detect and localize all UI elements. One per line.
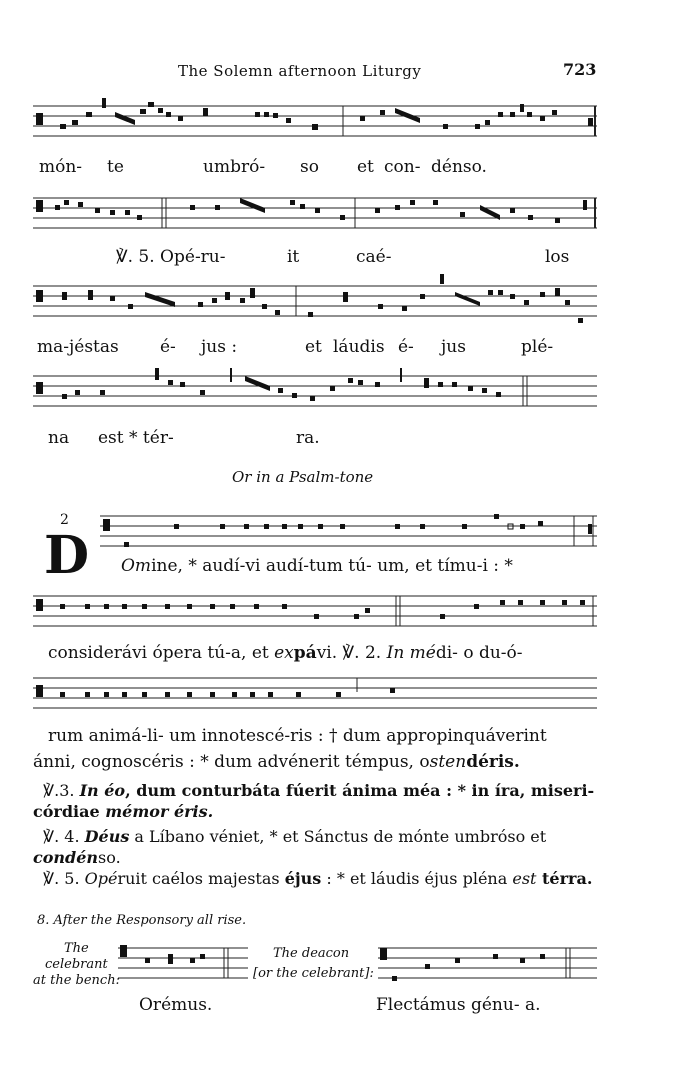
lyric-syllable: te (107, 157, 124, 177)
lyric-syllable: jus (441, 337, 466, 357)
verse-italic: condén (33, 848, 99, 867)
lyric-syllable: jus : (201, 337, 238, 357)
verse-text: : * et láudis éjus pléna (321, 869, 513, 888)
psalm-vi: vi. (316, 643, 338, 663)
deacon-label-1: The deacon (273, 946, 350, 961)
rubric: 8. After the Responsory all rise. (37, 913, 247, 928)
lyric-syllable: caé- (356, 247, 392, 267)
psalm-tone-caption: Or in a Psalm-tone (232, 468, 374, 486)
verse-bold-italic: Déus (84, 827, 130, 846)
verse-number: 4. (59, 827, 85, 846)
verse-text: so. (98, 848, 121, 867)
verse-bold: méa (403, 781, 441, 800)
flectamus: Flectámus génu- a. (376, 995, 541, 1015)
psalm-line-4 (33, 752, 520, 772)
initial-letter: D (44, 525, 90, 586)
psalm-line-4-text: ánni, cognoscéris : * dum advénerit témpus, (33, 752, 420, 772)
psalm-line-2 (48, 643, 523, 663)
mode-number: 2 (60, 512, 69, 528)
lyric-syllable: món- (39, 157, 83, 177)
page-number: 723 (563, 60, 597, 79)
psalm-italic-sten: sten (429, 752, 467, 772)
psalm-bold-deris: déris. (466, 752, 520, 772)
psalm-staff-3 (0, 672, 600, 722)
celebrant-label-2: celebrant (45, 957, 108, 972)
verse-italic: mémor éris. (105, 802, 214, 821)
chant-staff-3 (0, 274, 600, 326)
lyric-syllable: ra. (296, 428, 320, 448)
psalm-os: o (419, 752, 430, 772)
psalm-versicle: ℣. 2. (337, 643, 387, 663)
lyric-syllable: et (357, 157, 374, 177)
lyric-syllable: plé- (521, 337, 554, 357)
versicle-sign: ℣. (43, 781, 60, 800)
versicle-sign: ℣. (43, 869, 60, 888)
psalm-italic-initial: Om (121, 556, 152, 576)
verse-text: ruit caélos majestas (117, 869, 285, 888)
lyric-syllable: ma-jéstas (37, 337, 119, 357)
psalm-line-1 (121, 556, 513, 576)
psalm-italic-in-medio: In mé (386, 643, 436, 663)
chant-staff-2 (0, 190, 600, 240)
lyric-syllable: láudis (333, 337, 385, 357)
lyric-syllable: et (305, 337, 322, 357)
verse-text: , dum conturbáta fúerit ánima (125, 781, 404, 800)
psalm-staff-2 (0, 590, 600, 640)
verse-4 (33, 826, 603, 868)
psalm-line-2-rest: di- o du-ó- (435, 643, 523, 663)
psalm-line-2-text: considerávi ópera tú-a, et (48, 643, 275, 663)
deacon-label-2: [or the celebrant]: (253, 966, 374, 981)
verse-italic: Opé (84, 869, 118, 888)
chant-staff-4 (0, 368, 600, 418)
versicle-line: ℣. 5. Opé-ru- (116, 247, 226, 267)
oremus: Orémus. (139, 995, 213, 1015)
psalm-italic-ex: ex (274, 643, 294, 663)
running-title: The Solemn afternoon Liturgy (178, 62, 422, 80)
celebrant-label-1: The (64, 941, 89, 956)
lyric-syllable: é- (398, 337, 414, 357)
verse-bold: térra. (536, 869, 593, 888)
lyric-syllable: umbró- (203, 157, 266, 177)
lyric-syllable: est * tér- (98, 428, 174, 448)
verse-number: 3. (59, 781, 80, 800)
versicle-sign: ℣. (43, 827, 60, 846)
lyric-syllable: con- (384, 157, 421, 177)
lyric-syllable: los (545, 247, 570, 267)
verse-5 (33, 868, 603, 889)
psalm-line-1-text: ine, * audí-vi audí-tum tú- um, et tímu-i : * (151, 556, 513, 576)
verse-italic: est (512, 869, 537, 888)
chant-staff-1 (0, 98, 600, 148)
lyric-syllable: na (48, 428, 70, 448)
celebrant-label-3: at the bench: (33, 973, 120, 988)
verse-text: : * in íra, miseri-córdiae (33, 781, 595, 821)
verse-bold-italic: In éo (79, 781, 126, 800)
lyric-syllable: it (287, 247, 300, 267)
verse-number: 5. (59, 869, 85, 888)
verse-bold: éjus (284, 869, 322, 888)
verse-text: a Líbano véniet, * et Sánctus de mónte umbróso et (129, 827, 547, 846)
lyric-syllable: é- (160, 337, 176, 357)
psalm-staff-1 (0, 506, 600, 556)
verse-3 (33, 780, 603, 822)
psalm-bold-pa: pá (293, 643, 317, 663)
psalm-line-3: rum animá-li- um innotescé-ris : † dum appropinquáverint (48, 726, 547, 746)
lyric-syllable: so (300, 157, 319, 177)
lyric-syllable: dénso. (431, 157, 487, 177)
